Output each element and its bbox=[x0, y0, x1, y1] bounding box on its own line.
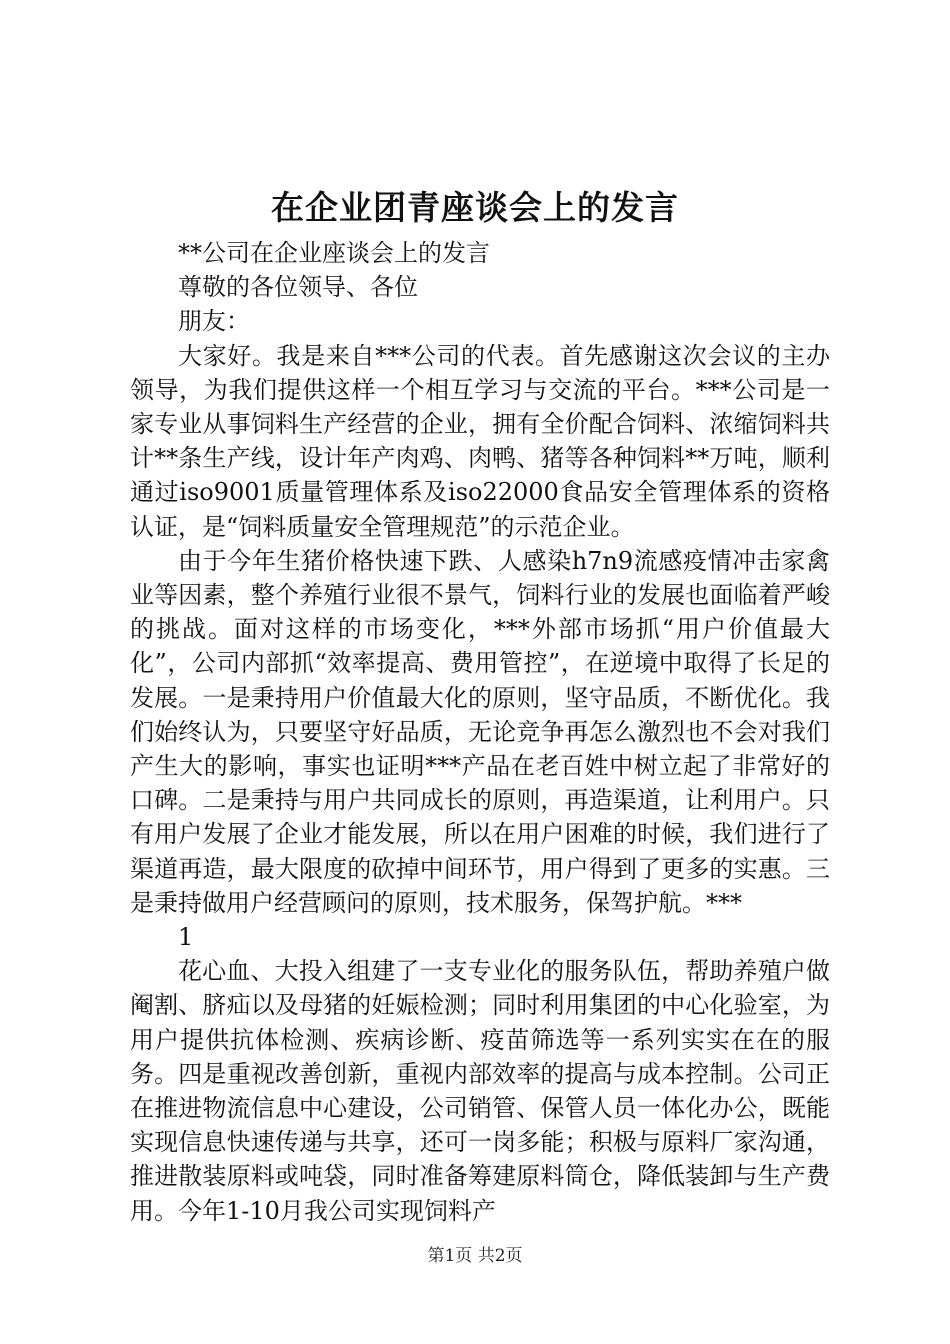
inline-page-number: 1 bbox=[178, 923, 194, 952]
paragraph-development: 由于今年生猪价格快速下跌、人感染h7n9流感疫情冲击家禽业等因素，整个养殖行业很不景气，饲料行业的发展也面临着严峻的挑战。面对这样的市场变化，***外部市场抓“用户价值最大化”，公司内部抓“效率提高、费用管控”，在逆境中取得了长足的发展。一是秉持用户价值最大化的原则，坚守品质，不断优化。我们始终认为，只要坚守好品质，无论竞争再怎么激烈也不会对我们产生大的影响，事实也证明***产品在老百姓中树立起了非常好的口碑。二是秉持与用户共同成长的原则，再造渠道，让利用户。只有用户发展了企业才能发展，所以在用户困难的时候，我们进行了渠道再造，最大限度的砍掉中间环节，用户得到了更多的实惠。三是秉持做用户经营顾问的原则，技术服务，保驾护航。*** bbox=[130, 546, 830, 917]
salutation-line-1: 尊敬的各位领导、各位 bbox=[178, 273, 418, 302]
page-footer: 第1页 共2页 bbox=[427, 1246, 523, 1266]
document-body bbox=[130, 236, 830, 1228]
paragraph-service: 花心血、大投入组建了一支专业化的服务队伍，帮助养殖户做阉割、脐疝以及母猪的妊娠检测；同时利用集团的中心化验室，为用户提供抗体检测、疾病诊断、疫苗筛选等一系列实实在在的服务。四是重视改善创新，重视内部效率的提高与成本控制。公司正在推进物流信息中心建设，公司销管、保管人员一体化办公，既能实现信息快速传递与共享，还可一岗多能；积极与原料厂家沟通，推进散装原料或吨袋，同时准备筹建原料筒仓，降低装卸与生产费用。今年1-10月我公司实现饲料产 bbox=[130, 957, 830, 1225]
paragraph-intro: 大家好。我是来自***公司的代表。首先感谢这次会议的主办领导，为我们提供这样一个相互学习与交流的平台。***公司是一家专业从事饲料生产经营的企业，拥有全价配合饲料、浓缩饲料共计**条生产线，设计年产肉鸡、肉鸭、猪等各种饲料**万吨，顺利通过iso9001质量管理体系及iso22000食品安全管理体系的资格认证，是“饲料质量安全管理规范”的示范企业。 bbox=[130, 341, 830, 541]
subtitle-line: **公司在企业座谈会上的发言 bbox=[178, 239, 490, 267]
document-title: 在企业团青座谈会上的发言 bbox=[271, 188, 679, 227]
salutation-line-2: 朋友： bbox=[178, 307, 250, 336]
